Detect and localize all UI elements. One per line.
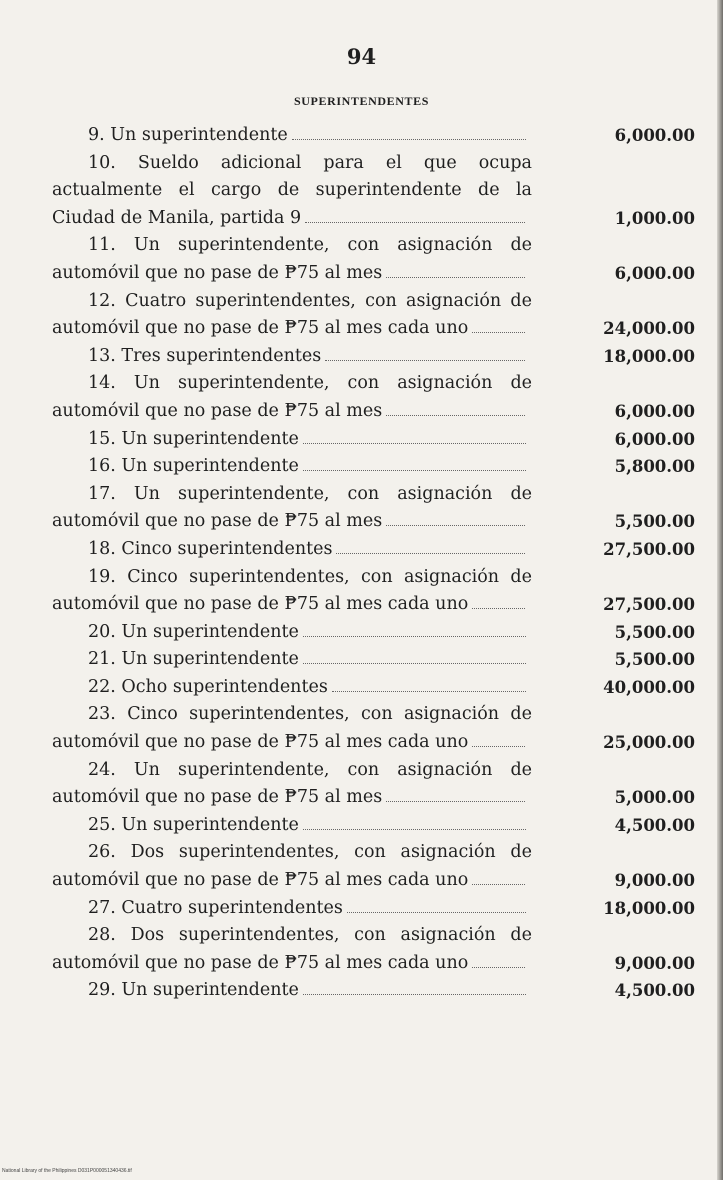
budget-item [0, 453, 723, 481]
budget-item [0, 674, 723, 702]
dot-leader [305, 210, 525, 223]
dot-leader [386, 789, 525, 802]
item-amount: 27,500.00 [603, 595, 695, 615]
dot-leader [472, 734, 525, 747]
item-amount: 18,000.00 [603, 898, 695, 918]
page-number: 94 [346, 44, 377, 69]
budget-item [0, 343, 723, 371]
dot-leader [472, 320, 525, 333]
item-description: 26. Dos superintendentes, con asignación de automóvil que no pase de ₱75 al mes cada uno [52, 842, 532, 891]
item-amount: 18,000.00 [603, 346, 695, 366]
item-description: 25. Un superintendente [88, 814, 299, 835]
item-amount: 5,000.00 [614, 788, 695, 808]
dot-leader [332, 679, 526, 692]
item-amount: 6,000.00 [614, 429, 695, 449]
dot-leader [303, 817, 526, 830]
item-description: 13. Tres superintendentes [88, 345, 322, 366]
item-description: 24. Un superintendente, con asignación de automóvil que no pase de ₱75 al mes [52, 759, 532, 808]
dot-leader [336, 541, 525, 554]
item-description: 21. Un superintendente [88, 649, 299, 670]
item-amount: 1,000.00 [614, 208, 695, 228]
item-description: 16. Un superintendente [88, 456, 299, 477]
dot-leader [303, 624, 526, 637]
item-amount: 9,000.00 [614, 953, 695, 973]
dot-leader [472, 596, 525, 609]
item-description: 23. Cinco superintendentes, con asignación de automóvil que no pase de ₱75 al mes cada uno [52, 704, 532, 753]
dot-leader [292, 127, 526, 140]
budget-item [0, 370, 723, 425]
item-description: 18. Cinco superintendentes [88, 538, 333, 559]
item-description: 22. Ocho superintendentes [88, 676, 328, 697]
dot-leader [325, 348, 525, 361]
item-amount: 6,000.00 [614, 401, 695, 421]
item-description: 29. Un superintendente [88, 980, 299, 1001]
item-amount: 5,500.00 [614, 512, 695, 532]
dot-leader [303, 431, 526, 444]
item-description: 11. Un superintendente, con asignación de automóvil que no pase de ₱75 al mes [52, 235, 532, 283]
item-amount: 24,000.00 [603, 319, 695, 339]
item-amount: 9,000.00 [614, 871, 695, 891]
item-description: 28. Dos superintendentes, con asignación de automóvil que no pase de ₱75 al mes cada uno [52, 925, 532, 973]
dot-leader [472, 955, 525, 968]
item-description: 10. Sueldo adicional para el que ocupa actualmente el cargo de superintendente de la Ciudad de Manila, partida 9 [52, 152, 532, 228]
dot-leader [347, 900, 526, 913]
budget-item [0, 426, 723, 454]
item-amount: 5,800.00 [614, 457, 695, 477]
dot-leader [303, 458, 526, 471]
item-description: 15. Un superintendente [88, 428, 299, 449]
item-amount: 6,000.00 [614, 263, 695, 283]
item-amount: 25,000.00 [603, 733, 695, 753]
budget-item [0, 481, 723, 536]
item-amount: 5,500.00 [614, 650, 695, 670]
scan-footer-note: National Library of the Philippines D031P000051340436.tif [2, 1168, 132, 1174]
budget-item [0, 536, 723, 564]
budget-item [0, 288, 723, 343]
item-description: 12. Cuatro superintendentes, con asignación de automóvil que no pase de ₱75 al mes cada uno [52, 290, 532, 339]
running-head: SUPERINTENDENTES [294, 94, 429, 108]
item-amount: 4,500.00 [614, 981, 695, 1001]
dot-leader [386, 265, 525, 278]
dot-leader [472, 872, 525, 885]
budget-item-list [0, 122, 723, 1005]
budget-item [0, 839, 723, 894]
item-amount: 4,500.00 [614, 815, 695, 835]
budget-item [0, 812, 723, 840]
item-description: 17. Un superintendente, con asignación de automóvil que no pase de ₱75 al mes [52, 483, 532, 532]
budget-item [0, 757, 723, 812]
budget-item [0, 564, 723, 619]
item-description: 14. Un superintendente, con asignación de automóvil que no pase de ₱75 al mes [52, 373, 532, 421]
item-amount: 27,500.00 [603, 539, 695, 559]
dot-leader [303, 651, 526, 664]
budget-item [0, 895, 723, 923]
item-amount: 40,000.00 [603, 677, 695, 697]
budget-item [0, 922, 723, 977]
budget-item [0, 701, 723, 756]
dot-leader [303, 982, 526, 995]
dot-leader [386, 403, 525, 416]
budget-item [0, 150, 723, 233]
item-amount: 6,000.00 [614, 126, 695, 145]
item-description: 20. Un superintendente [88, 621, 299, 642]
budget-item [0, 977, 723, 1005]
budget-item [0, 232, 723, 287]
dot-leader [386, 513, 525, 526]
item-description: 19. Cinco superintendentes, con asignación de automóvil que no pase de ₱75 al mes cada uno [52, 566, 532, 615]
budget-item [0, 122, 723, 150]
item-amount: 5,500.00 [614, 622, 695, 642]
item-description: 27. Cuatro superintendentes [88, 897, 343, 918]
budget-item [0, 646, 723, 674]
item-description: 9. Un superintendente [88, 125, 288, 145]
budget-item [0, 619, 723, 647]
